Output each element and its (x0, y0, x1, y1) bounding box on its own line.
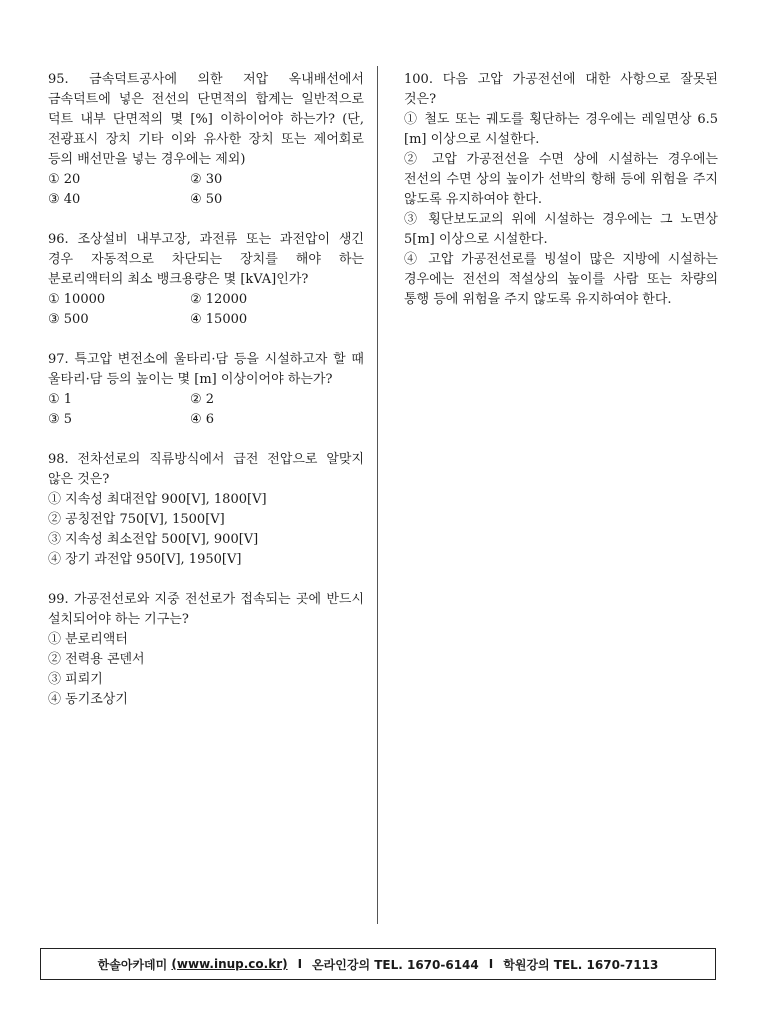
option-1: ① 분로리액터 (48, 632, 128, 647)
option-1: ① 10000 (48, 292, 106, 307)
question-text: 97. 특고압 변전소에 울타리·담 등을 시설하고자 할 때 울타리·담 등의 높이는 몇 [m] 이상이어야 하는가? (48, 352, 364, 387)
question-text: 98. 전차선로의 직류방식에서 급전 전압으로 알맞지 않은 것은? (48, 452, 364, 487)
option-4: ④ 6 (190, 412, 215, 427)
option-1: ① 철도 또는 궤도를 횡단하는 경우에는 레일면상 6.5 [m] 이상으로 시설한다. (404, 112, 718, 147)
option-3: ③ 지속성 최소전압 500[V], 900[V] (48, 532, 259, 547)
options (48, 290, 364, 330)
question-99 (48, 590, 364, 710)
option-1: ① 지속성 최대전압 900[V], 1800[V] (48, 492, 267, 507)
question-95 (48, 70, 364, 210)
footer-academy-phone: 학원강의 TEL. 1670-7113 (503, 957, 659, 972)
option-4: ④ 50 (190, 192, 223, 207)
option-4: ④ 장기 과전압 950[V], 1950[V] (48, 552, 242, 567)
question-text: 100. 다음 고압 가공전선에 대한 사항으로 잘못된 것은? (404, 72, 718, 107)
option-1: ① 20 (48, 172, 81, 187)
option-1: ① 1 (48, 392, 73, 407)
option-4: ④ 고압 가공전선로를 빙설이 많은 지방에 시설하는 경우에는 전선의 적설상의 높이를 사람 또는 차량의 통행 등에 위험을 주지 않도록 유지하여야 한다. (404, 252, 718, 307)
option-2: ② 12000 (190, 292, 248, 307)
question-text: 96. 조상설비 내부고장, 과전류 또는 과전압이 생긴 경우 자동적으로 차단되는 장치를 해야 하는 분로리액터의 최소 뱅크용량은 몇 [kVA]인가? (48, 232, 364, 287)
question-96 (48, 230, 364, 330)
options (48, 170, 364, 210)
option-2: ② 공칭전압 750[V], 1500[V] (48, 512, 225, 527)
options (48, 630, 364, 710)
page-footer (40, 948, 716, 980)
option-3: ③ 40 (48, 192, 81, 207)
option-4: ④ 15000 (190, 312, 248, 327)
options (48, 490, 364, 570)
question-100 (404, 70, 718, 310)
footer-separator: I (488, 957, 494, 971)
question-text: 99. 가공전선로와 지중 전선로가 접속되는 곳에 반드시 설치되어야 하는 기구는? (48, 592, 364, 627)
option-2: ② 2 (190, 392, 215, 407)
column-divider (377, 66, 378, 924)
option-3: ③ 피뢰기 (48, 672, 103, 687)
options (48, 390, 364, 430)
question-98 (48, 450, 364, 570)
left-column (48, 70, 364, 730)
option-3: ③ 횡단보도교의 위에 시설하는 경우에는 그 노면상 5[m] 이상으로 시설한다. (404, 212, 718, 247)
footer-online-phone: 온라인강의 TEL. 1670-6144 (312, 957, 479, 972)
option-3: ③ 500 (48, 312, 89, 327)
option-2: ② 고압 가공전선을 수면 상에 시설하는 경우에는 전선의 수면 상의 높이가 선박의 항해 등에 위험을 주지 않도록 유지하여야 한다. (404, 152, 718, 207)
question-97 (48, 350, 364, 430)
right-column (404, 70, 718, 330)
footer-brand: 한솔아카데미 (97, 957, 168, 972)
question-text: 95. 금속덕트공사에 의한 저압 옥내배선에서 금속덕트에 넣은 전선의 단면적의 합계는 일반적으로 덕트 내부 단면적의 몇 [%] 이하이어야 하는가? (단, 전광표시 장치 기타 이와 유사한 장치 또는 제어회로 등의 배선만을 넣는 경우에는 제외) (48, 72, 364, 167)
footer-separator: I (297, 957, 303, 971)
option-4: ④ 동기조상기 (48, 692, 128, 707)
footer-website-link[interactable]: (www.inup.co.kr) (171, 957, 288, 971)
option-3: ③ 5 (48, 412, 73, 427)
option-2: ② 30 (190, 172, 223, 187)
option-2: ② 전력용 콘덴서 (48, 652, 145, 667)
